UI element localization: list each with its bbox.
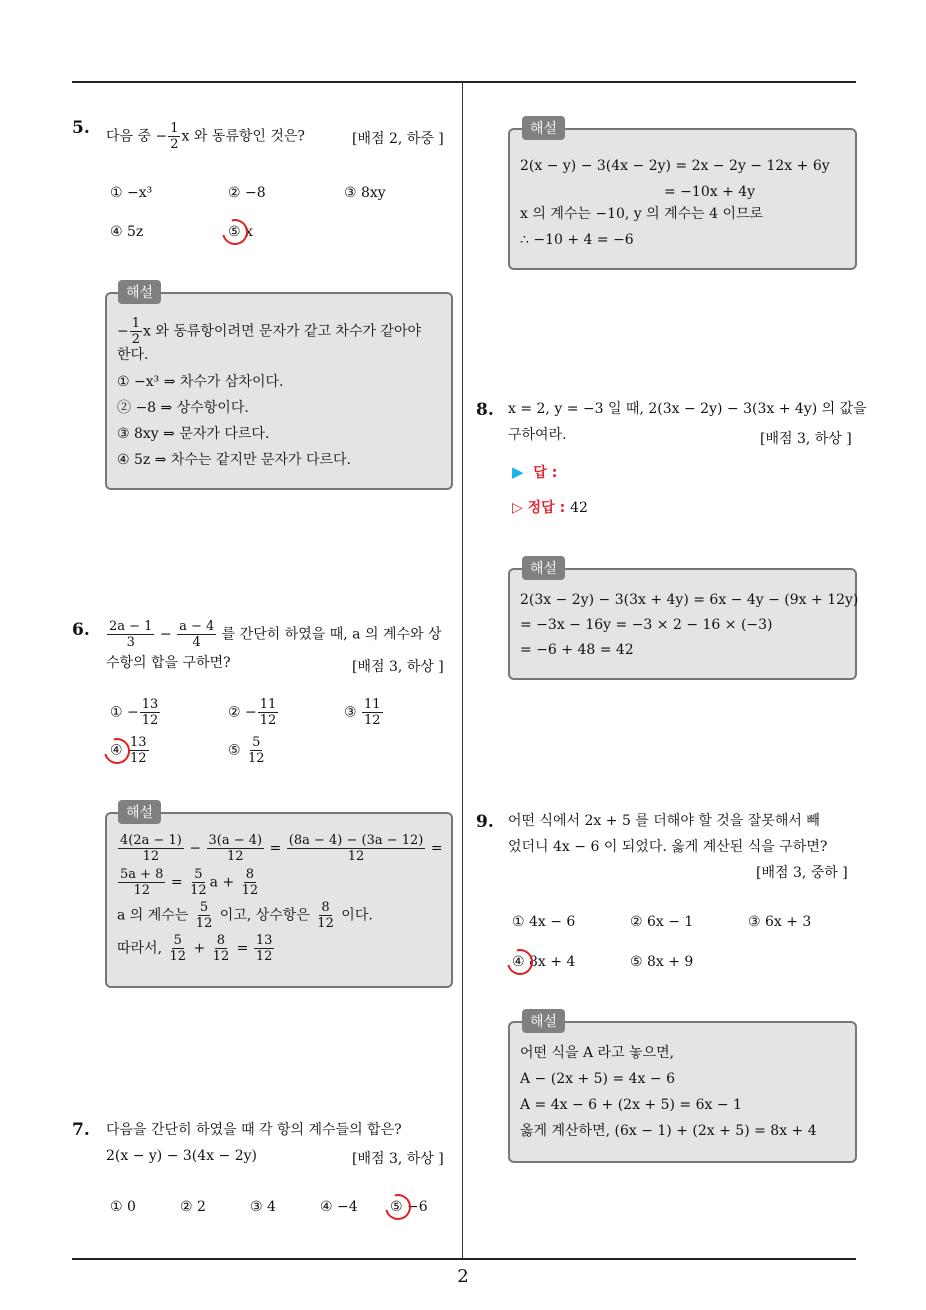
q6-option-4[interactable]: ④ $\frac{13}{12}$ xyxy=(110,735,147,766)
q5-option-1[interactable]: ① −x³ xyxy=(110,185,153,201)
q7-option-4[interactable]: ④ −4 xyxy=(320,1199,358,1215)
column-divider xyxy=(462,83,463,1258)
q7-option-1[interactable]: ① 0 xyxy=(110,1199,136,1215)
q9-option-1[interactable]: ① 4x − 6 xyxy=(512,914,576,930)
question-8-meta: [배점 3, 하상 ] xyxy=(760,431,852,447)
q6-sol-line-1: $\frac{4(2a - 1)}{12}$ − $\frac{3(a - 4)}{12}$ = $\frac{(8a - 4) - (3a - 12)}{12}$ = xyxy=(120,833,443,864)
q7-solution-tag: 해설 xyxy=(522,116,565,140)
page-number: 2 xyxy=(457,1266,469,1287)
q9-option-2[interactable]: ② 6x − 1 xyxy=(630,914,694,930)
q7-sol-line-2: = −10x + 4y xyxy=(664,184,756,200)
question-7-expression: 2(x − y) − 3(4x − 2y) xyxy=(106,1148,257,1164)
q5-option-4[interactable]: ④ 5z xyxy=(110,224,144,240)
q8-sol-line-1: 2(3x − 2y) − 3(3x + 4y) = 6x − 4y − (9x + 12y) xyxy=(520,592,859,608)
question-7-text: 다음을 간단히 하였을 때 각 항의 계수들의 합은? xyxy=(106,1122,402,1138)
question-9-text-2: 었더니 4x − 6 이 되었다. 옳게 계산된 식을 구하면? xyxy=(508,839,828,855)
fraction: $\frac{1}{2}$ xyxy=(131,316,141,347)
fraction: $\frac{2a - 1}{3}$ xyxy=(109,619,153,650)
q7-option-3[interactable]: ③ 4 xyxy=(250,1199,276,1215)
question-6-number: 6. xyxy=(72,620,90,640)
q5-sol-line-4: ② −8 ⇒ 상수항이다. xyxy=(117,400,249,416)
q5-option-5[interactable]: ⑤ x xyxy=(228,224,253,240)
question-8-text: x = 2, y = −3 일 때, 2(3x − 2y) − 3(3x + 4y) 의 값을 xyxy=(508,401,867,417)
q6-sol-line-3: a 의 계수는 $\frac{5}{12}$ 이고, 상수항은 $\frac{8}{12}$ 이다. xyxy=(117,900,373,931)
question-7-meta: [배점 3, 하상 ] xyxy=(352,1151,444,1167)
q9-solution-tag: 해설 xyxy=(522,1009,565,1033)
q7-option-5[interactable]: ⑤ −6 xyxy=(390,1199,428,1215)
q7-sol-line-4: ∴ −10 + 4 = −6 xyxy=(520,232,634,248)
q9-option-5[interactable]: ⑤ 8x + 9 xyxy=(630,954,694,970)
q5-sol-line-3: ① −x³ ⇒ 차수가 삼차이다. xyxy=(117,374,284,390)
q7-option-2[interactable]: ② 2 xyxy=(180,1199,206,1215)
question-5-text: 다음 중 − $\frac{1}{2}$ x 와 동류항인 것은? xyxy=(106,121,305,152)
q8-sol-line-2: = −3x − 16y = −3 × 2 − 16 × (−3) xyxy=(520,617,773,633)
q6-solution-tag: 해설 xyxy=(118,800,161,824)
q5-sol-line-5: ③ 8xy ⇒ 문자가 다르다. xyxy=(117,426,270,442)
question-6-text: $\frac{2a - 1}{3}$ − $\frac{a - 4}{4}$ 를 간단히 하였을 때, a 의 계수와 상 xyxy=(109,619,442,650)
q8-solution-tag: 해설 xyxy=(522,556,565,580)
question-7-number: 7. xyxy=(72,1120,90,1140)
question-8-text-2: 구하여라. xyxy=(508,427,567,443)
q6-sol-line-4: 따라서, $\frac{5}{12}$ + $\frac{8}{12}$ = $\frac{13}{12}$ xyxy=(117,933,273,964)
q5-sol-line-2: 한다. xyxy=(117,347,149,363)
q5-solution-tag: 해설 xyxy=(118,280,161,304)
q9-option-4[interactable]: ④ 8x + 4 xyxy=(512,954,576,970)
q7-sol-line-1: 2(x − y) − 3(4x − 2y) = 2x − 2y − 12x + 6y xyxy=(520,158,830,174)
q6-option-2[interactable]: ② − $\frac{11}{12}$ xyxy=(228,697,277,728)
bottom-rule xyxy=(72,1258,856,1260)
answer-circle-mark xyxy=(502,944,538,980)
answer-line: ▶ 답 : xyxy=(512,463,558,481)
q9-sol-line-1: 어떤 식을 A 라고 놓으면, xyxy=(520,1045,675,1061)
fraction: $\frac{a - 4}{4}$ xyxy=(179,619,215,650)
fraction: $\frac{1}{2}$ xyxy=(170,121,179,152)
question-5-number: 5. xyxy=(72,118,90,138)
question-9-text: 어떤 식에서 2x + 5 를 더해야 할 것을 잘못해서 빼 xyxy=(508,813,820,829)
correct-answer-line: ▷ 정답 : 42 xyxy=(512,500,588,516)
q6-option-5[interactable]: ⑤ $\frac{5}{12}$ xyxy=(228,735,265,766)
q7-sol-line-3: x 의 계수는 −10, y 의 계수는 4 이므로 xyxy=(520,206,764,222)
q6-option-1[interactable]: ① − $\frac{13}{12}$ xyxy=(110,697,159,728)
question-9-number: 9. xyxy=(476,812,494,832)
q5-sol-line-6: ④ 5z ⇒ 차수는 같지만 문자가 다르다. xyxy=(117,452,352,468)
q9-sol-line-2: A − (2x + 5) = 4x − 6 xyxy=(520,1071,675,1087)
outline-triangle-icon: ▷ xyxy=(512,500,523,516)
q6-sol-line-2: $\frac{5a + 8}{12}$ = $\frac{5}{12}$ a + $\frac{8}{12}$ xyxy=(120,867,259,898)
question-6-meta: [배점 3, 하상 ] xyxy=(352,659,444,675)
q5-option-2[interactable]: ② −8 xyxy=(228,185,266,201)
q8-sol-line-3: = −6 + 48 = 42 xyxy=(520,642,634,658)
q9-option-3[interactable]: ③ 6x + 3 xyxy=(748,914,812,930)
answer-circle-mark xyxy=(217,214,253,250)
top-rule xyxy=(72,81,856,83)
answer-circle-mark xyxy=(380,1189,416,1225)
play-icon: ▶ xyxy=(512,463,524,481)
q5-option-3[interactable]: ③ 8xy xyxy=(344,185,386,201)
q5-sol-line-1: − $\frac{1}{2}$ x 와 동류항이려면 문자가 같고 차수가 같아야 xyxy=(117,316,422,347)
question-6-text-2: 수항의 합을 구하면? xyxy=(106,655,231,671)
q9-sol-line-4: 옳게 계산하면, (6x − 1) + (2x + 5) = 8x + 4 xyxy=(520,1123,817,1139)
question-5-meta: [배점 2, 하중 ] xyxy=(352,131,444,147)
q6-option-3[interactable]: ③ $\frac{11}{12}$ xyxy=(344,697,381,728)
q9-sol-line-3: A = 4x − 6 + (2x + 5) = 6x − 1 xyxy=(520,1097,742,1113)
question-9-meta: [배점 3, 중하 ] xyxy=(756,865,848,881)
question-8-number: 8. xyxy=(476,400,494,420)
